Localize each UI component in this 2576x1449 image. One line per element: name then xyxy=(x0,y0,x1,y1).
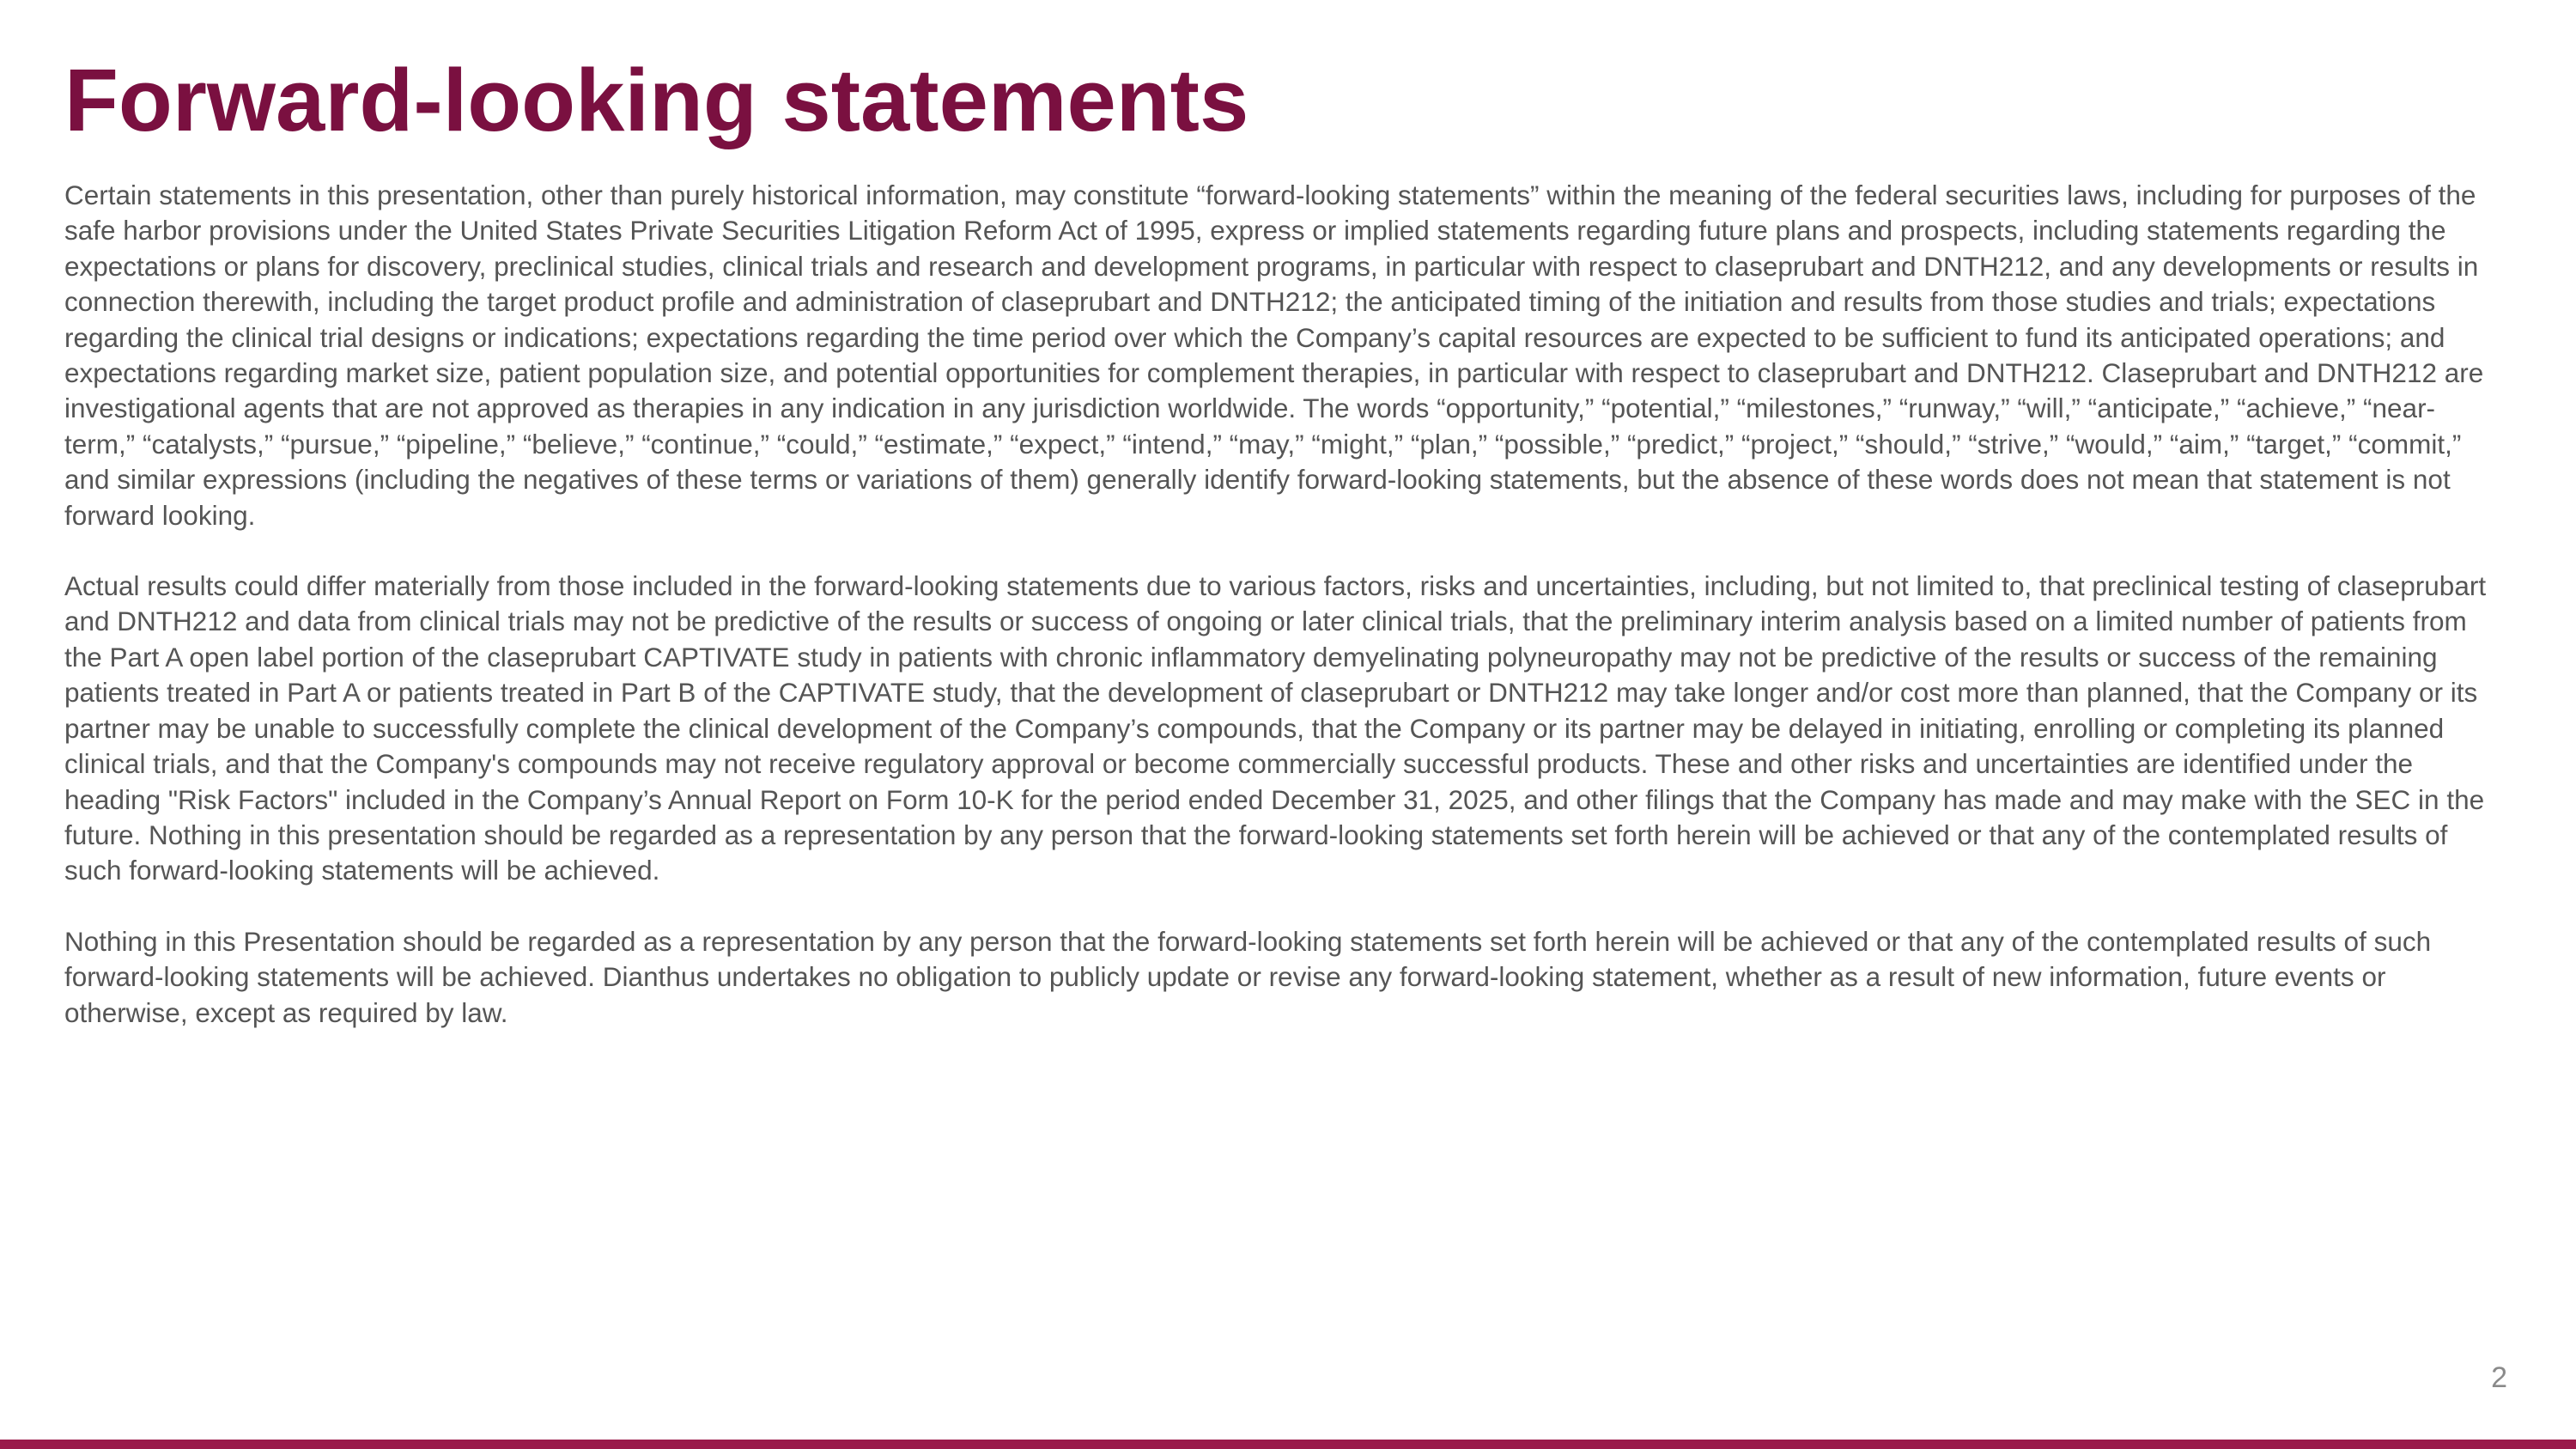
paragraph-risk-factors: Actual results could differ materially from those included in the forward-looking statements due to various factors, risks and uncertainties, including, but not limited to, that preclinical testing of claseprubart and DNTH212 and data from clinical trials may not be predictive of the results or success of ongoing or later clinical trials, that the preliminary interim analysis based on a limited number of patients from the Part A open label portion of the claseprubart CAPTIVATE study in patients with chronic inflammatory demyelinating polyneuropathy may not be predictive of the results or success of the remaining patients treated in Part A or patients treated in Part B of the CAPTIVATE study, that the development of claseprubart or DNTH212 may take longer and/or cost more than planned, that the Company or its partner may be unable to successfully complete the clinical development of the Company’s compounds, that the Company or its partner may be delayed in initiating, enrolling or completing its planned clinical trials, and that the Company's compounds may not receive regulatory approval or become commercially successful products. These and other risks and uncertainties are identified under the heading "Risk Factors" included in the Company’s Annual Report on Form 10-K for the period ended December 31, 2025, and other filings that the Company has made and may make with the SEC in the future. Nothing in this presentation should be regarded as a representation by any person that the forward-looking statements set forth herein will be achieved or that any of the contemplated results of such forward-looking statements will be achieved. xyxy=(64,570,2487,886)
paragraph-forward-looking-definition: Certain statements in this presentation, other than purely historical information, may constitute “forward-looking statements” within the meaning of the federal securities laws, including for purposes of the safe harbor provisions under the United States Private Securities Litigation Reform Act of 1995, express or implied statements regarding future plans and prospects, including statements regarding the expectations or plans for discovery, preclinical studies, clinical trials and research and development programs, in particular with respect to claseprubart and DNTH212, and any developments or results in connection therewith, including the target product profile and administration of claseprubart and DNTH212; the anticipated timing of the initiation and results from those studies and trials; expectations regarding the clinical trial designs or indications; expectations regarding the time period over which the Company’s capital resources are expected to be sufficient to fund its anticipated operations; and expectations regarding market size, patient population size, and potential opportunities for complement therapies, in particular with respect to claseprubart and DNTH212. Claseprubart and DNTH212 are investigational agents that are not approved as therapies in any indication in any jurisdiction worldwide. The words “opportunity,” “potential,” “milestones,” “runway,” “will,” “anticipate,” “achieve,” “near-term,” “catalysts,” “pursue,” “pipeline,” “believe,” “continue,” “could,” “estimate,” “expect,” “intend,” “may,” “might,” “plan,” “possible,” “predict,” “project,” “should,” “strive,” “would,” “aim,” “target,” “commit,” and similar expressions (including the negatives of these terms or variations of them) generally identify forward-looking statements, but the absence of these words does not mean that statement is not forward looking. xyxy=(64,180,2484,531)
paragraph-no-obligation: Nothing in this Presentation should be regarded as a representation by any person that the forward-looking statements set forth herein will be achieved or that any of the contemplated results of such forward-looking statements will be achieved. Dianthus undertakes no obligation to publicly update or revise any forward-looking statement, whether as a result of new information, future events or otherwise, except as required by law. xyxy=(64,925,2432,1028)
disclaimer-body xyxy=(64,178,2494,1066)
page-number: 2 xyxy=(2491,1361,2507,1394)
footer-accent-bar xyxy=(0,1440,2576,1449)
page-title: Forward-looking statements xyxy=(64,51,1249,149)
